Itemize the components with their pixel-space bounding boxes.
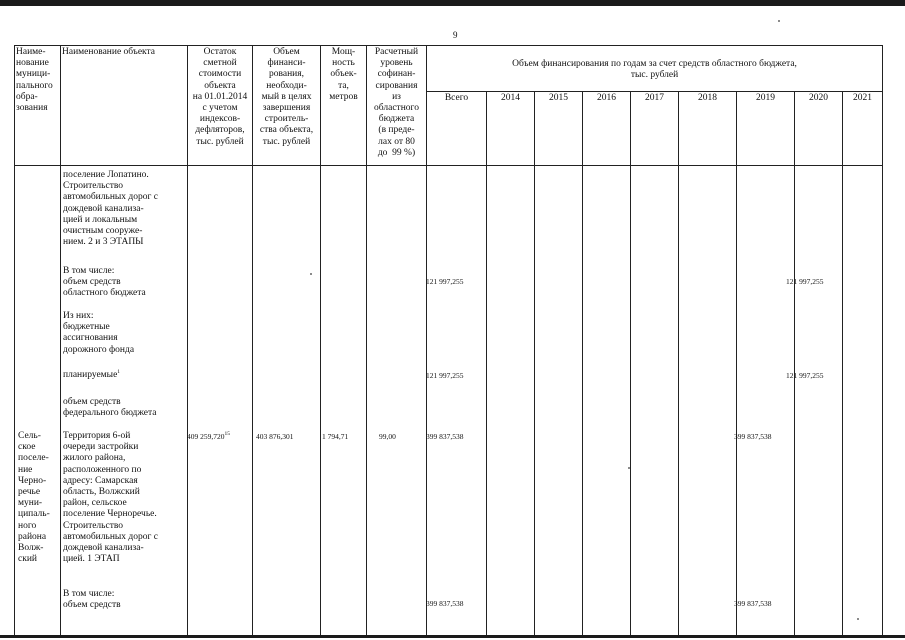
- including-label-object2: В том числе: объем средств: [63, 589, 121, 611]
- header-year-2021: 2021: [843, 92, 883, 166]
- regional-budget-2020-value: 121 997,255: [786, 277, 824, 286]
- municipality-chernorechye: Сель- ское поселе- ние Черно- речье муни- ципаль- ного района Волж- ский: [18, 431, 50, 565]
- header-municipality: Наиме- нование муници- пального обра- зования: [15, 46, 61, 166]
- object-continuation-text: поселение Лопатино. Строительство автомобильных дорог с дождевой канализа- цией и локальным очистным сооруже- нием. 2 и 3 ЭТАПЫ: [63, 170, 158, 248]
- bottom-border-bar: [0, 635, 905, 638]
- header-year-2014: 2014: [487, 92, 535, 166]
- scan-speck: [310, 273, 312, 275]
- object2-capacity: 1 794,71: [322, 432, 349, 441]
- scan-speck: [857, 618, 859, 620]
- scan-speck: [628, 467, 630, 469]
- object-chernorechye-name: Территория 6-ой очереди застройки жилого района, расположенного по адресу: Самарская область, Волжский район, сельское поселение Черноречье. Строительство автомобильных дорог с дождевой канализа- цией. 1 ЭТАП: [63, 431, 158, 565]
- header-remaining-cost: Остаток сметной стоимости объекта на 01.01.2014 с учетом индексов- дефляторов, тыс. рублей: [188, 46, 253, 166]
- object2-remaining-cost: 409 259,720$^{15}$: [187, 431, 230, 441]
- header-year-2016: 2016: [583, 92, 631, 166]
- header-year-2019: 2019: [737, 92, 795, 166]
- header-year-total: Всего: [427, 92, 487, 166]
- header-year-2015: 2015: [535, 92, 583, 166]
- object2-financing-volume: 403 876,301: [256, 432, 294, 441]
- header-cofinancing-level: Расчетный уровень софинан- сирования из областного бюджета (в преде- лах от 80 до 99 %): [367, 46, 427, 166]
- header-year-2018: 2018: [679, 92, 737, 166]
- object2-including-total-value: 399 837,538: [426, 599, 464, 608]
- header-year-2017: 2017: [631, 92, 679, 166]
- planned-total-value: 121 997,255: [426, 371, 464, 380]
- page-number: 9: [453, 30, 458, 40]
- planned-footnote-mark: 1: [117, 369, 121, 375]
- planned-label: планируемые$^1$: [63, 369, 121, 380]
- object2-cofinancing-level: 99,00: [379, 432, 396, 441]
- regional-budget-total-value: 121 997,255: [426, 277, 464, 286]
- top-border-bar: [0, 0, 905, 6]
- road-fund-label: Из них: бюджетные ассигнования дорожного фонда: [63, 311, 135, 355]
- planned-2020-value: 121 997,255: [786, 371, 824, 380]
- including-regional-budget-label: В том числе: объем средств областного бюджета: [63, 266, 146, 299]
- header-financing-volume: Объем финанси- рования, необходи- мый в целях завершения строитель- ства объекта, тыс. рублей: [253, 46, 321, 166]
- header-year-2020: 2020: [795, 92, 843, 166]
- scan-speck: [778, 20, 780, 22]
- header-years-group: Объем финансирования по годам за счет средств областного бюджета, тыс. рублей: [427, 46, 883, 92]
- object2-including-2019-value: 399 837,538: [734, 599, 772, 608]
- header-table: [14, 45, 883, 166]
- object2-2019-value: 399 837,538: [734, 432, 772, 441]
- header-capacity: Мощ- ность объек- та, метров: [321, 46, 367, 166]
- header-object-name: Наименование объекта: [61, 46, 188, 166]
- object2-remaining-footnote: 15: [224, 431, 230, 437]
- federal-budget-label: объем средств федерального бюджета: [63, 397, 157, 419]
- object2-total-value: 399 837,538: [426, 432, 464, 441]
